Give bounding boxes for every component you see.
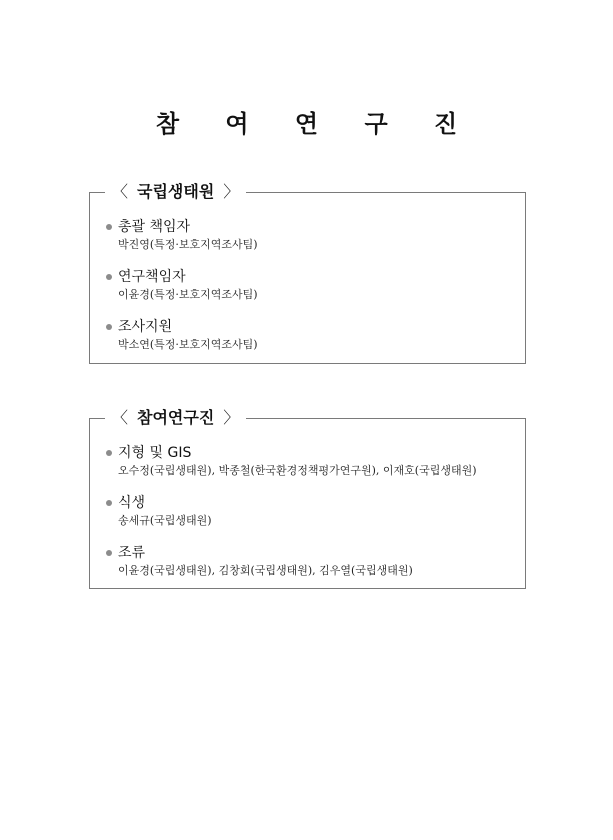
bullet-icon: [106, 450, 112, 456]
section-heading: [105, 180, 246, 204]
entry-title: 연구책임자: [118, 269, 186, 285]
section-heading: [105, 406, 246, 430]
entry-detail: 박소연(특정·보호지역조사팀): [118, 338, 258, 351]
open-bracket: 〈: [112, 408, 129, 427]
page-title: 참 여 연 구 진: [155, 109, 477, 138]
entry-detail: 송세규(국립생태원): [118, 514, 212, 527]
entry-detail: 이윤경(국립생태원), 김창회(국립생태원), 김우열(국립생태원): [118, 564, 413, 577]
section-heading-text: 참여연구진: [137, 408, 215, 427]
bullet-icon: [106, 324, 112, 330]
list-item: [106, 545, 515, 578]
bullet-icon: [106, 550, 112, 556]
entry-detail: 오수정(국립생태원), 박종철(한국환경정책평가연구원), 이재호(국립생태원): [118, 464, 477, 477]
bullet-icon: [106, 274, 112, 280]
open-bracket: 〈: [112, 182, 129, 201]
list-item: [106, 269, 515, 302]
list-item: [106, 319, 515, 352]
list-item: [106, 445, 515, 478]
entry-list: [106, 445, 515, 595]
list-item: [106, 219, 515, 252]
entry-title: 지형 및 GIS: [118, 445, 192, 461]
section-institute: [89, 182, 526, 364]
section-participants: [89, 408, 526, 589]
entry-detail: 이윤경(특정·보호지역조사팀): [118, 288, 258, 301]
section-heading-text: 국립생태원: [137, 182, 215, 201]
close-bracket: 〉: [223, 182, 240, 201]
close-bracket: 〉: [223, 408, 240, 427]
list-item: [106, 495, 515, 528]
entry-list: [106, 219, 515, 369]
entry-title: 조사지원: [118, 319, 173, 335]
entry-title: 총괄 책임자: [118, 219, 191, 235]
entry-title: 식생: [118, 495, 146, 511]
entry-detail: 박진영(특정·보호지역조사팀): [118, 238, 258, 251]
bullet-icon: [106, 224, 112, 230]
bullet-icon: [106, 500, 112, 506]
entry-title: 조류: [118, 545, 146, 561]
